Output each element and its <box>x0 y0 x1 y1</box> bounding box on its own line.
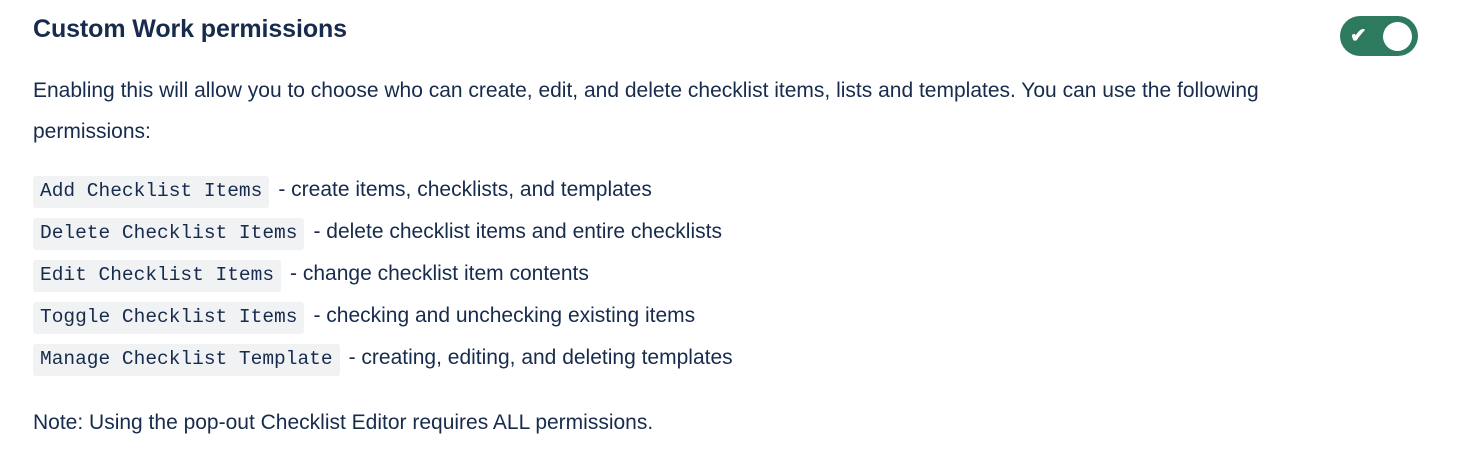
permission-code: Delete Checklist Items <box>33 218 304 250</box>
list-item <box>33 260 1440 302</box>
list-item <box>33 302 1440 344</box>
page-title: Custom Work permissions <box>33 15 347 43</box>
permission-description: - change checklist item contents <box>290 262 589 285</box>
permission-description: - create items, checklists, and templates <box>278 178 652 201</box>
permission-code: Toggle Checklist Items <box>33 302 304 334</box>
permission-code: Edit Checklist Items <box>33 260 281 292</box>
permission-code: Manage Checklist Template <box>33 344 340 376</box>
toggle-knob <box>1383 22 1412 51</box>
permission-description: - delete checklist items and entire checklists <box>313 220 722 243</box>
custom-work-permissions-toggle[interactable] <box>1340 16 1418 56</box>
list-item <box>33 344 1440 386</box>
section-header <box>33 10 1440 56</box>
permissions-note: Note: Using the pop-out Checklist Editor requires ALL permissions. <box>33 411 654 434</box>
permission-description: - checking and unchecking existing items <box>313 304 696 327</box>
list-item <box>33 218 1440 260</box>
section-description: Enabling this will allow you to choose who can create, edit, and delete checklist items, lists and templates. You can use the following permissions: <box>33 79 1259 143</box>
permission-code: Add Checklist Items <box>33 176 269 208</box>
permissions-list <box>33 176 1440 386</box>
list-item <box>33 176 1440 218</box>
permission-description: - creating, editing, and deleting templates <box>348 346 733 369</box>
check-icon: ✔ <box>1350 25 1367 47</box>
